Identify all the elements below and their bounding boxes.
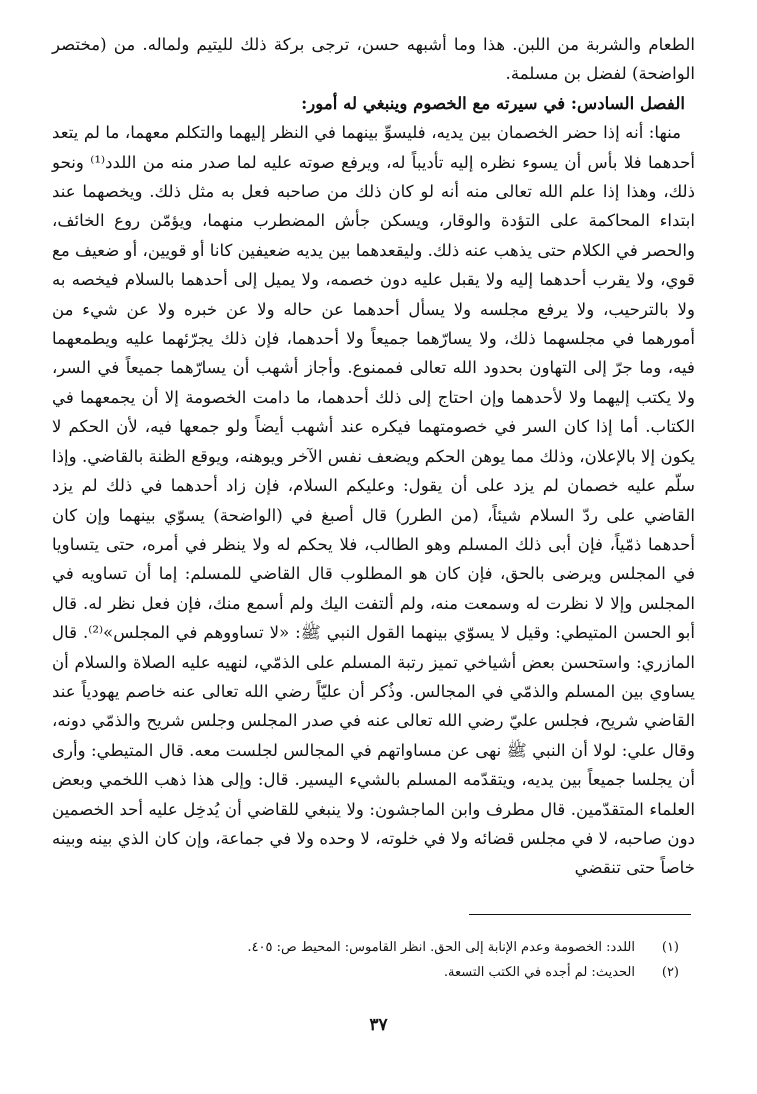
paragraph-body: منها: أنه إذا حضر الخصمان بين يديه، فليسوِّ بينهما في النظر إليهما والتكلم معهما، ما لم يتعد أحدهما فلا بأس أن يسوء نظره إليه تأديباً له، ويرفع صوته عليه لما صدر منه من اللدد⁽¹⁾ ونحو ذلك، وهذا إذا علم الله تعالى منه أنه لو كان ذلك من صاحبه فعل به مثل ذلك. ويخصهما عند ابتداء المحاكمة على التؤدة والوقار، ويسكن جأش المضطرب منهما، ويؤمّن روع الخائف، والحصر في الكلام حتى يذهب عنه ذلك. وليقعدهما بين يديه ضعيفين كانا أو قويين، أو ضعيف مع قوي، ولا يقرب أحدهما إليه ولا يقبل عليه دون خصمه، ولا يميل إلى أحدهما بالسلام فيخصه به ولا بالترحيب، ولا يرفع مجلسه ولا يسأل أحدهما عن حاله ولا عن خبره ولا عن شيء من أمورهما في مجلسهما ذلك، ولا يسارّهما جميعاً ولا أحدهما، فإن ذلك يجرّئهما عليه ويطمعهما فيه، وما جرّ إلى التهاون بحدود الله تعالى فممنوع. وأجاز أشهب أن يسارّهما جميعاً في السر، ولا يكتب إليهما ولا لأحدهما وإن احتاج إلى ذلك أحدهما، ما دامت الخصومة إلا أن يجمعهما في الكتاب. أما إذا كان السر في خصومتهما فيكره عند أشهب أيضاً ولو جمعها فيه، لأن الحكم لا يكون إلا بالإعلان، وذلك مما يوهن الحكم ويضعف نفس الآخر ويوهنه، ويوقع الظنة بالقاضي. وإذا سلّم عليه خصمان لم يزد على أن يقول: وعليكم السلام، فإن زاد أحدهما في ذلك لم يزد القاضي على ردّ السلام شيئاً، (من الطرر) قال أصبغ في (الواضحة) يسوّي بينهما وإن كان أحدهما ذمّياً، فإن أبى ذلك المسلم وهو الطالب، فلا يحكم له ولا ينظر في أمره، حتى يتساويا في المجلس ويرضى بالحق، فإن كان هو المطلوب قال القاضي للمسلم: إما أن تساويه في المجلس وإلا لا نظرت له وسمعت منه، ولم ألتفت اليك ولم أسمع منك، فإن فعل نظر له. قال أبو الحسن المتيطي: وقيل لا يسوّي بينهما القول النبي ﷺ: «لا تساووهم في المجلس»⁽²⁾. قال المازري: واستحسن بعض أشياخي تميز رتبة المسلم على الذمّي، لنهيه عليه الصلاة والسلام أن يساوي بين المسلم والذمّي في المجالس. وذُكر أن عليّاً رضي الله تعالى عنه خاصم يهودياً عند القاضي شريح، فجلس عليّ رضي الله تعالى عنه في صدر المجلس وجلس شريح والذمّي دونه، وقال علي: لولا أن النبي ﷺ نهى عن مساواتهم في المجالس لجلست معه. قال المتيطي: وأرى أن يجلسا جميعاً بين يديه، ويتقدّمه المسلم بالشيء اليسير. قال: وإلى هذا ذهب اللخمي وبعض العلماء المتقدّمين. قال مطرف وابن الماجشون: ولا ينبغي للقاضي أن يُدخِل عليه أحد الخصمين دون صاحبه، لا في مجلس قضائه ولا في خلوته، لا وحده ولا في جماعة، وإن كان الذي بينه وبينه خاصاً حتى تنقضي xyxy=(52,123,696,878)
footnote-number: (١) xyxy=(661,940,679,955)
footnote-text: الحديث: لم أجده في الكتب التسعة. xyxy=(443,965,635,980)
footnote-1 xyxy=(60,935,679,960)
footnote-2 xyxy=(60,960,679,985)
footnote-number: (٢) xyxy=(661,965,679,980)
page-number: ٣٧ xyxy=(369,1015,388,1035)
footnote-divider xyxy=(469,914,691,915)
section-heading: الفصل السادس: في سيرته مع الخصوم وينبغي له أمور: xyxy=(301,92,685,113)
main-text xyxy=(52,30,695,883)
footnote-text: اللدد: الخصومة وعدم الإنابة إلى الحق. انظر القاموس: المحيط ص: ٤٠٥. xyxy=(247,940,635,955)
paragraph-opening: الطعام والشربة من اللبن. هذا وما أشبهه حسن، ترجى بركة ذلك لليتيم ولماله. من (مختصر الواضحة) لفضل بن مسلمة. xyxy=(52,35,695,84)
footnotes xyxy=(60,935,679,985)
